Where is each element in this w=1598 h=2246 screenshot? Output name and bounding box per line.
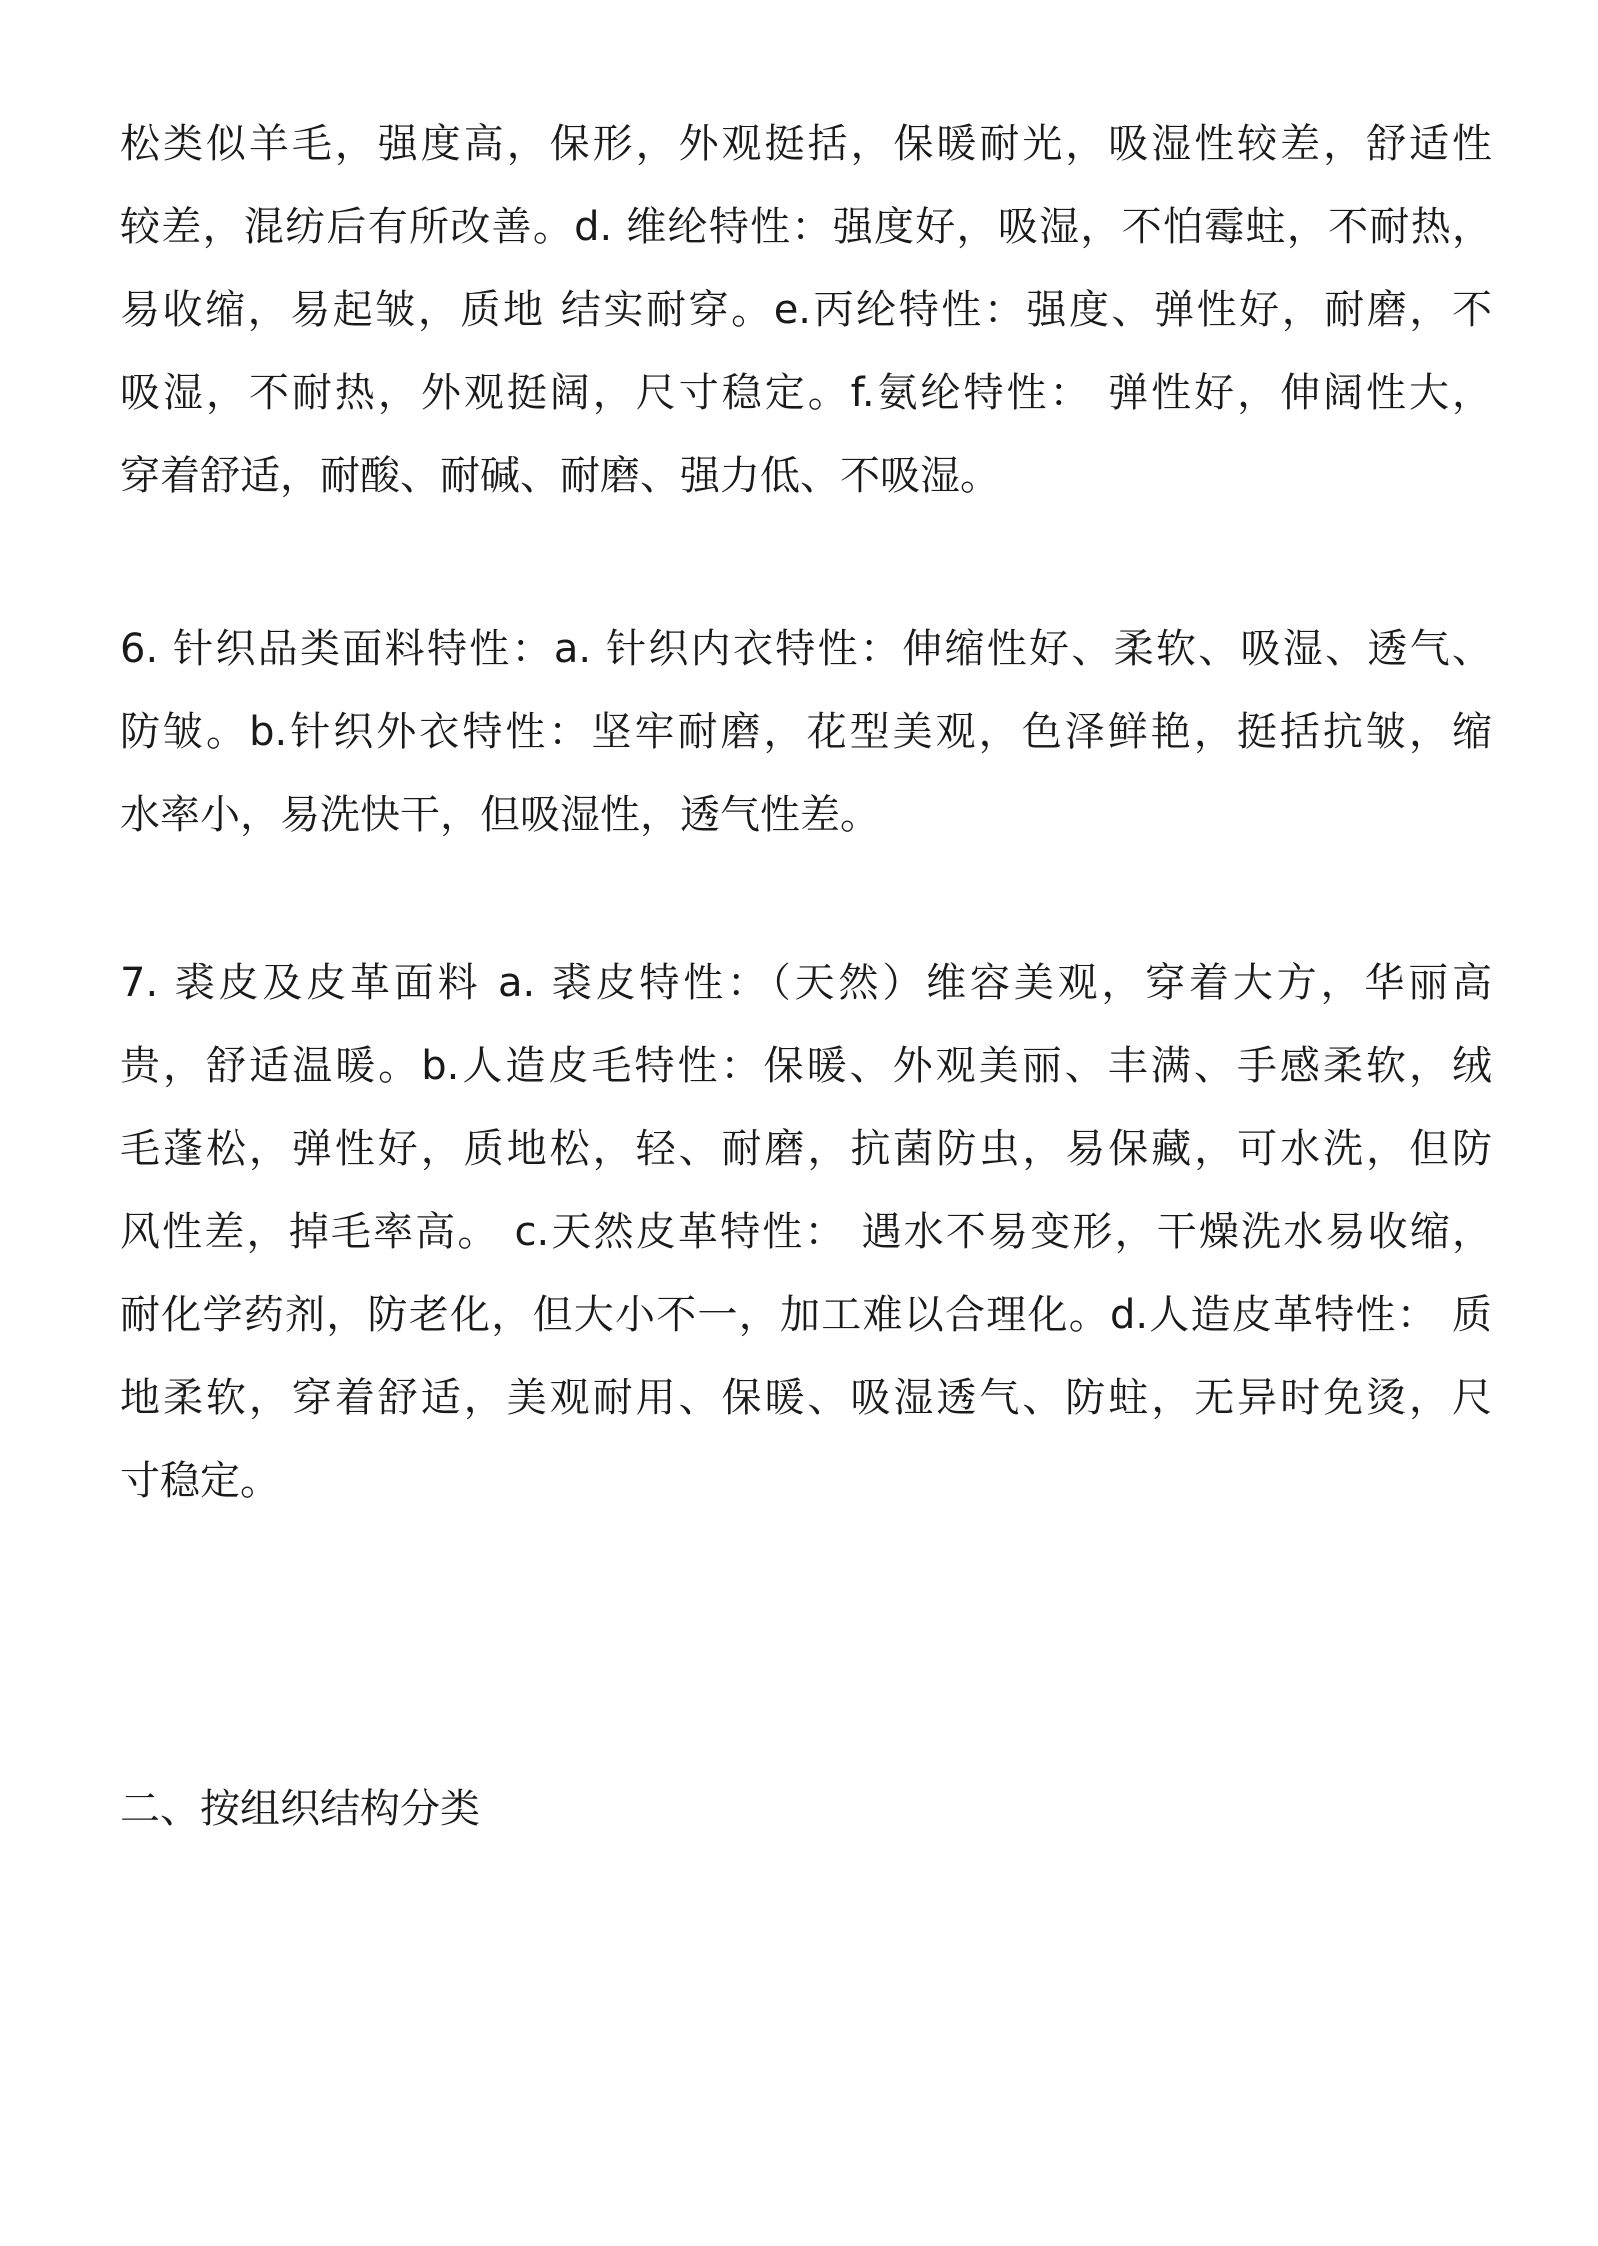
text-line: 防皱。b.针织外衣特性：坚牢耐磨，花型美观，色泽鲜艳，挺括抗皱，缩 (120, 709, 1492, 755)
paragraph-fur-and-leather (120, 942, 1492, 1523)
text-line: 6. 针织品类面料特性：a. 针织内衣特性：伸缩性好、柔软、吸湿、透气、 (120, 626, 1492, 672)
text-line: 松类似羊毛，强度高，保形，外观挺括，保暖耐光，吸湿性较差，舒适性 (120, 121, 1492, 167)
text-line: 穿着舒适，耐酸、耐碱、耐磨、强力低、不吸湿。 (120, 453, 1000, 499)
text-line: 地柔软，穿着舒适，美观耐用、保暖、吸湿透气、防蛀，无异时免烫，尺 (120, 1375, 1492, 1421)
text-line: 寸稳定。 (120, 1458, 280, 1504)
text-line: 毛蓬松，弹性好，质地松，轻、耐磨，抗菌防虫，易保藏，可水洗，但防 (120, 1126, 1492, 1172)
text-line: 贵，舒适温暖。b.人造皮毛特性：保暖、外观美丽、丰满、手感柔软，绒 (120, 1043, 1492, 1089)
paragraph-synthetic-fibers (120, 103, 1492, 518)
text-line: 易收缩，易起皱，质地 结实耐穿。e.丙纶特性：强度、弹性好，耐磨，不 (120, 287, 1492, 333)
text-line: 耐化学药剂，防老化，但大小不一，加工难以合理化。d.人造皮革特性： 质 (120, 1292, 1492, 1338)
text-line: 水率小，易洗快干，但吸湿性，透气性差。 (120, 792, 880, 838)
text-line: 7. 裘皮及皮革面料 a. 裘皮特性：（天然）维容美观，穿着大方，华丽高 (120, 960, 1492, 1006)
text-line: 风性差，掉毛率高。 c.天然皮革特性： 遇水不易变形，干燥洗水易收缩， (120, 1209, 1492, 1255)
paragraph-knitted-fabrics (120, 608, 1492, 857)
text-line: 吸湿，不耐热，外观挺阔，尺寸稳定。f.氨纶特性： 弹性好，伸阔性大， (120, 370, 1492, 416)
text-line: 较差，混纺后有所改善。d. 维纶特性：强度好，吸湿，不怕霉蛀，不耐热， (120, 204, 1492, 250)
section-heading: 二、按组织结构分类 (120, 1786, 480, 1832)
